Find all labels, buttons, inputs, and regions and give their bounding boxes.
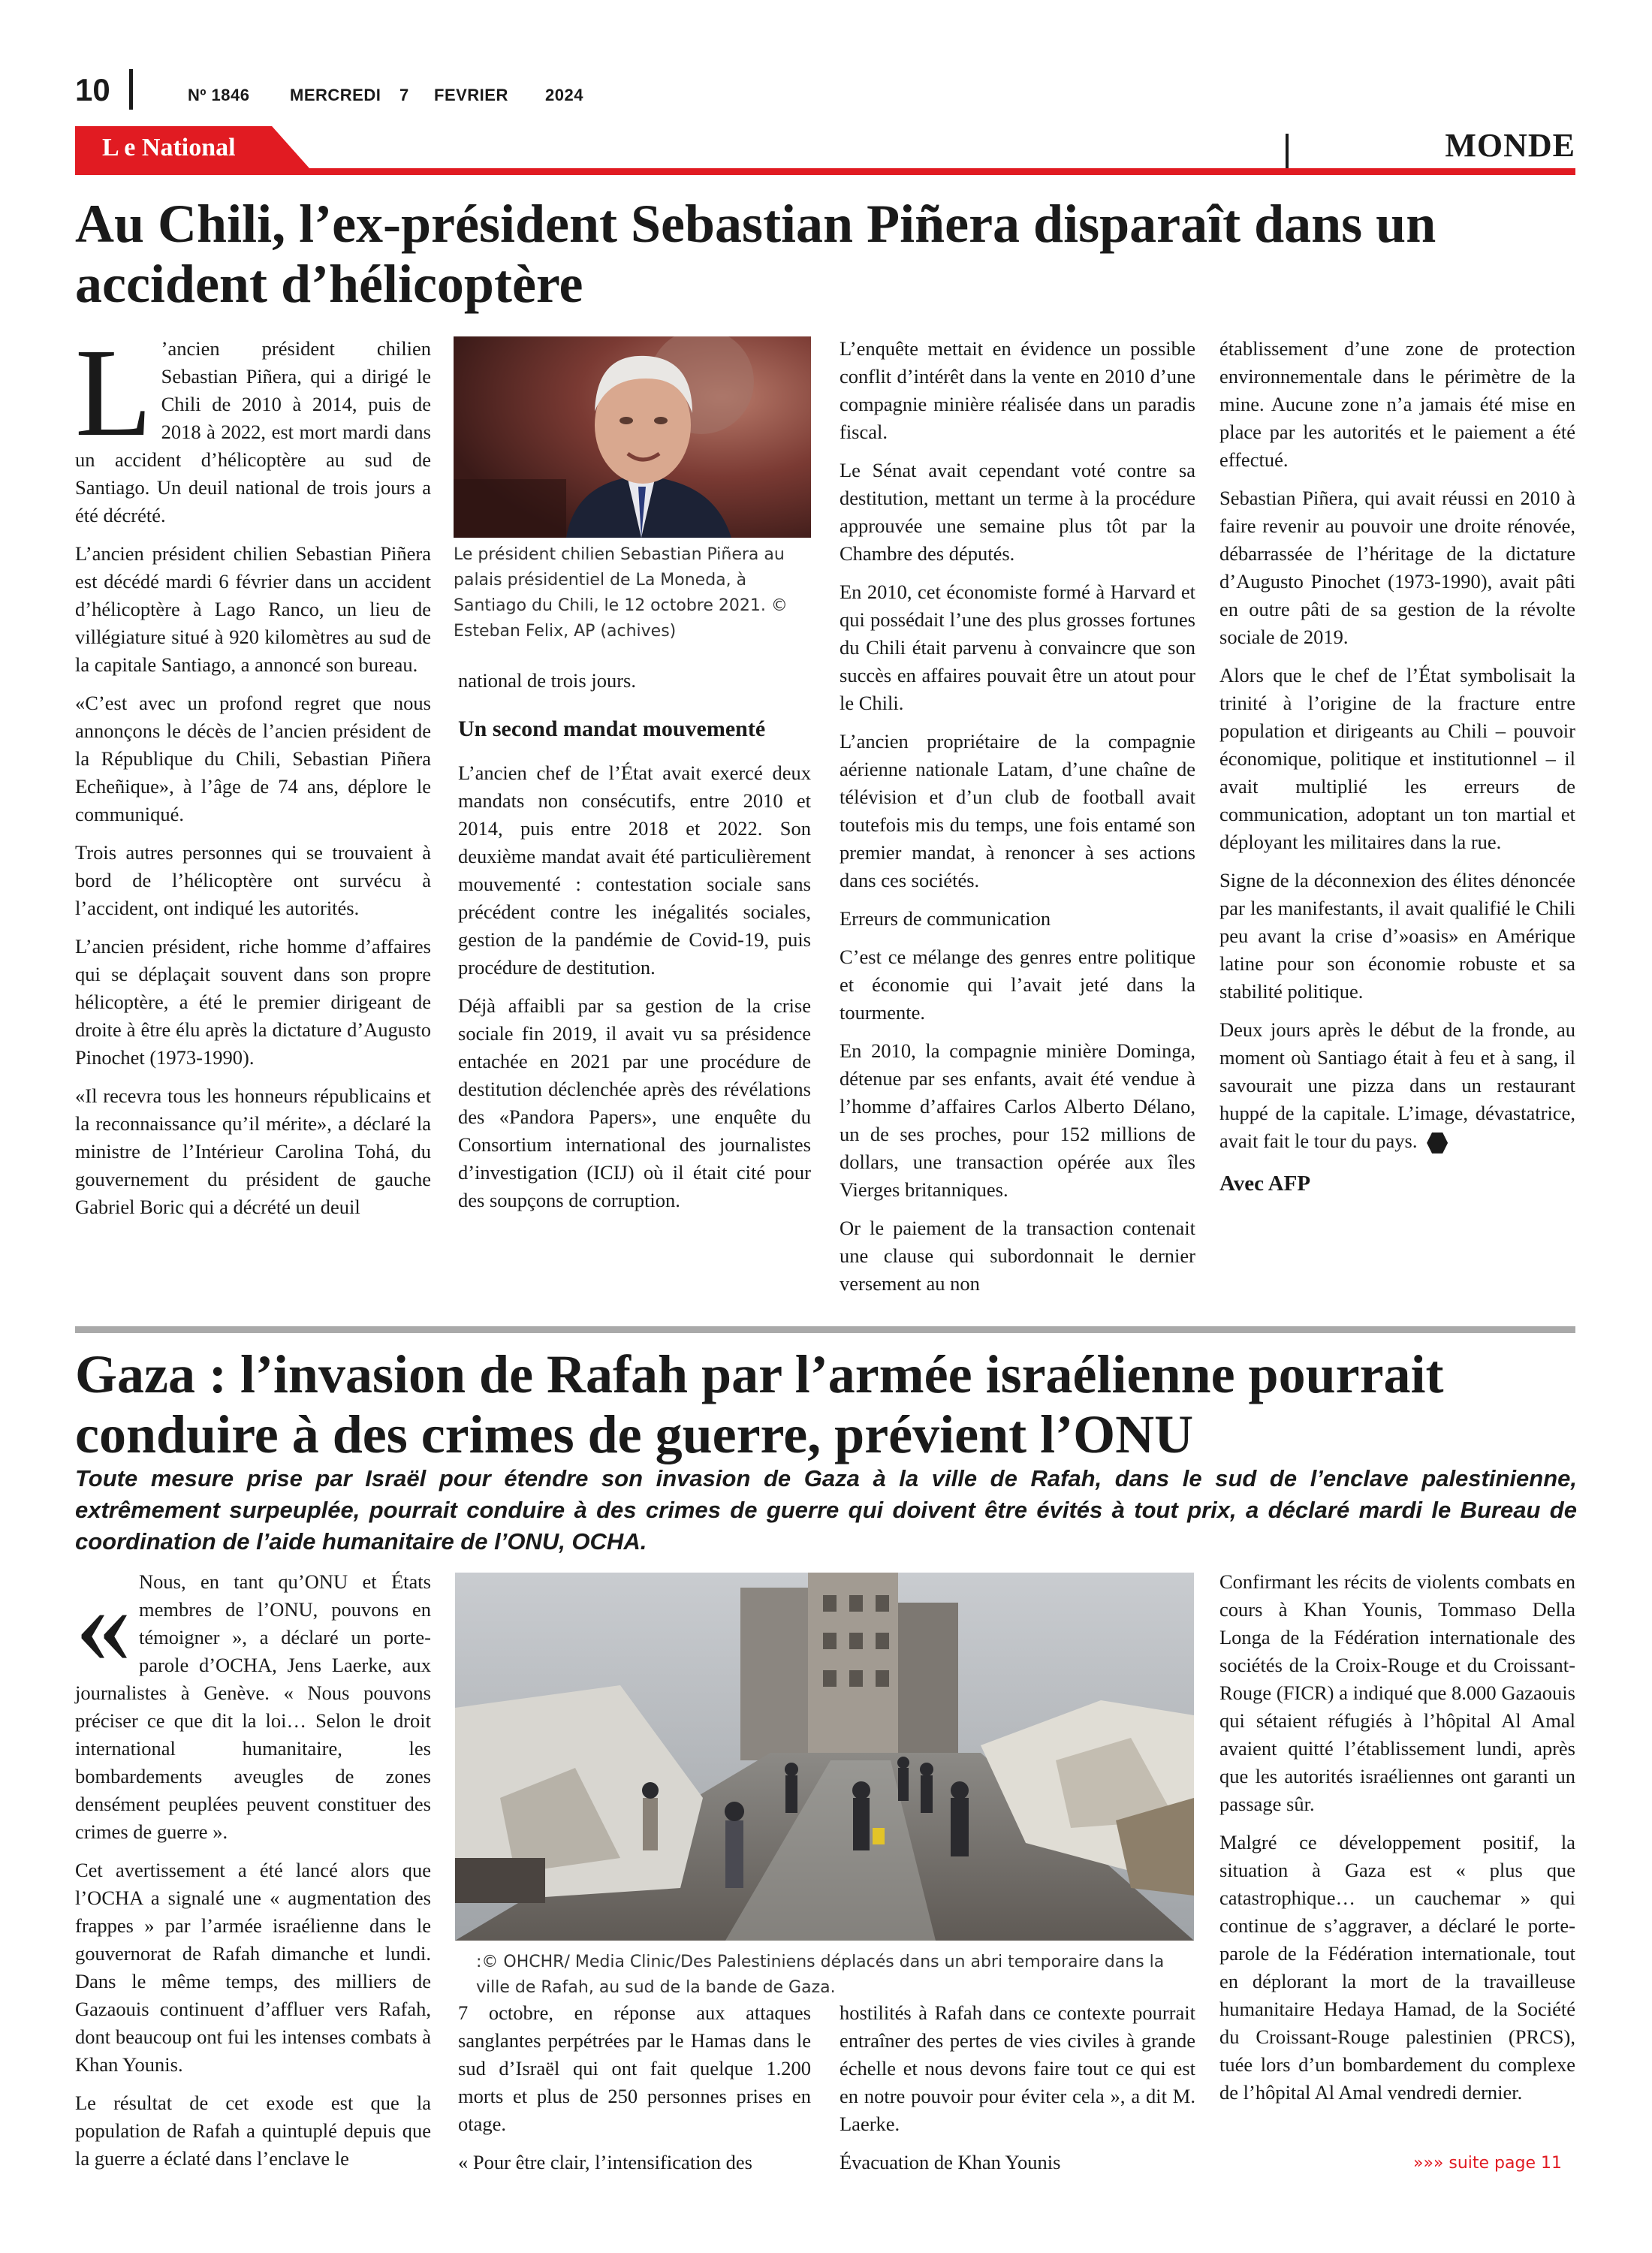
article1-paragraph: L’ancien président, riche homme d’affaires qui se déplaçait souvent dans son propre hélicoptère, a été le premier dirigeant de droite à être élu après la dictature d’Augusto Pinochet (1973-1990).	[75, 935, 431, 1069]
article1-paragraph: L’ancien président chilien Sebastian Piñera est décédé mardi 6 février dans un accident d’hélicoptère à Lago Ranco, un lieu de villégiature situé à 920 kilomètres au sud de la capitale Santiago, a annoncé son bureau.	[75, 542, 431, 676]
article2-column-1	[75, 1562, 431, 2183]
page-number-divider	[129, 69, 133, 110]
article1-headline-line1: Au Chili, l’ex-président Sebastian Piñera disparaît dans un	[75, 194, 1436, 254]
page-number: 10	[75, 72, 110, 107]
article1-paragraph: En 2010, la compagnie minière Dominga, détenue par ses enfants, avait été vendue à l’homme d’affaires Carlos Alberto Délano, un de ses proches, pour 152 millions de dollars, une transaction opérée aux îles Vierges britanniques.	[840, 1039, 1195, 1201]
article1-paragraph: Deux jours après le début de la fronde, au moment où Santiago était à feu et à sang, il savourait une pizza dans un restaurant huppé de la capitale. L’image, dévastatrice, avait fait le tour du pays.	[1219, 1018, 1575, 1152]
pinera-photo	[454, 336, 811, 538]
brand-name: L e National	[102, 134, 236, 161]
article1-paragraph: L ’ancien président chilien Sebastian Piñera, qui a dirigé le Chili de 2010 à 2014, puis de 2018 à 2022, est mort mardi dans un accident d’hélicoptère au sud de Santiago. Un deuil national de trois jours a été décrété.	[75, 323, 431, 526]
article2-paragraph: 7 octobre, en réponse aux attaques sanglantes perpétrées par le Hamas dans le sud d’Israël qui ont fait quelque 1.200 morts et plus de 250 personnes prises en otage.	[458, 2001, 811, 2135]
article2-paragraph: Confirmant les récits de violents combats en cours à Khan Younis, Tommaso Della Longa de la Fédération internationale des sociétés de la Croix-Rouge et du Croissant-Rouge (FICR) a indiqué que 8.000 Gazaouis qui sétaient réfugiés à l’hôpital Al Amal avaient quitté l’établissement lundi, après que les autorités israéliennes ont garanti un passage sûr.	[1219, 1570, 1575, 1815]
article1-paragraph: Déjà affaibli par sa gestion de la crise sociale fin 2019, il avait vu sa présidence entachée en 2021 par une procédure de destitution déclenchée après des révélations des «Pandora Papers», une enquête du Consortium international des journalistes d’investigation (ICIJ) où il était cité pour des soupçons de corruption.	[458, 994, 811, 1211]
article1-signoff: Avec AFP	[1219, 1172, 1311, 1196]
pinera-photo-caption: Le président chilien Sebastian Piñera au palais présidentiel de La Moneda, à Santiago du Chili, le 12 octobre 2021. © Esteban Felix, AP (achives)	[454, 545, 788, 641]
issue-day: 7	[399, 86, 409, 104]
opening-quote: «	[75, 1562, 131, 1687]
article2-paragraph: Cet avertissement a été lancé alors que l’OCHA a signalé une « augmentation des frappes » par l’armée israélienne dans le gouvernorat de Rafah dimanche et lundi. Dans le même temps, des milliers de Gazaouis continuent d’affluer vers Rafah, dont beaucoup ont fui les intenses combats à Khan Younis.	[75, 1859, 431, 2076]
article2-column-4	[1219, 1568, 1575, 2117]
article2-paragraph: « Nous, en tant qu’ONU et États membres de l’ONU, pouvons en témoigner », a déclaré un porte-parole d’OCHA, Jens Laerke, aux journalistes à Genève. « Nous pouvons préciser ce que dit la loi… Selon le droit international humanitaire, les bombardements aveugles de zones densément peuplées peuvent constituer des crimes de guerre ».	[75, 1562, 431, 1843]
article2-headline	[75, 1344, 1577, 1464]
article1-paragraph: Or le paiement de la transaction contenait une clause qui subordonnait le dernier versement au non	[840, 1217, 1195, 1295]
article1-paragraph: Le Sénat avait cependant voté contre sa destitution, mettant un terme à la procédure approuvée une semaine plus tôt par la Chambre des députés.	[840, 459, 1195, 565]
article1-inline-subheading: Erreurs de communication	[840, 907, 1051, 930]
header-rule	[75, 168, 1575, 175]
article2-paragraph: hostilités à Rafah dans ce contexte pourrait entraîner des pertes de vies civiles à grande échelle et nous devons faire tout ce qui est en notre pouvoir pour éviter cela », a dit M. Laerke.	[840, 2001, 1195, 2135]
pinera-portrait-image	[454, 336, 811, 538]
article-separator	[75, 1326, 1575, 1333]
article1-paragraph: Trois autres personnes qui se trouvaient à bord de l’hélicoptère ont survécu à l’accident, ont indiqué les autorités.	[75, 841, 431, 919]
article1-paragraph: «C’est avec un profond regret que nous annonçons le décès de l’ancien président de la République du Chili, Sebastian Piñera Echeñique», à l’âge de 74 ans, déplore le communiqué.	[75, 692, 431, 825]
issue-number: Nº 1846	[188, 86, 250, 104]
article2-headline-line2: conduire à des crimes de guerre, prévient l’ONU	[75, 1404, 1194, 1464]
article1-paragraph: L’ancien propriétaire de la compagnie aérienne nationale Latam, d’une chaîne de télévision et d’un club de football avait toutefois mis du temps, une fois entamé son premier mandat, à renoncer à ses actions dans ces sociétés.	[840, 730, 1195, 891]
article1-paragraph: Signe de la déconnexion des élites dénoncée par les manifestants, il avait qualifié le Chili peu avant la crise d’»oasis» en Amérique latine pour son économie robuste et sa stabilité politique.	[1219, 869, 1575, 1003]
article2-paragraph: « Pour être clair, l’intensification des	[458, 2151, 752, 2173]
article2-inline-subheading: Évacuation de Khan Younis	[840, 2151, 1061, 2173]
rafah-street-image	[455, 1573, 1194, 1941]
article1-paragraph: Alors que le chef de l’État symbolisait la trinité à l’origine de la fracture entre population et dirigeants au Chili – pouvoir économique, politique et institutionnel – il avait multiplié les erreurs de communication, adoptant un ton martial et déployant les militaires dans la rue.	[1219, 664, 1575, 853]
article2-standfirst: Toute mesure prise par Israël pour étendre son invasion de Gaza à la ville de Rafah, dans le sud de l’enclave palestinienne, extrêmement surpeuplée, pourrait conduire à des crimes de guerre qui doivent être évités à tout prix, a déclaré mardi le Bureau de coordination de l’aide humanitaire de l’ONU, OCHA.	[75, 1465, 1577, 1555]
issue-year: 2024	[545, 86, 583, 104]
article1-paragraph: L’enquête mettait en évidence un possible conflit d’intérêt dans la vente en 2010 d’une compagnie minière réalisée dans un paradis fiscal.	[840, 337, 1195, 443]
article2-column-3	[840, 1999, 1195, 2187]
rafah-photo-caption: :© OHCHR/ Media Clinic/Des Palestiniens déplacés dans un abri temporaire dans la ville de Rafah, au sud de la bande de Gaza.	[476, 1953, 1165, 1997]
article1-paragraph: établissement d’une zone de protection environnementale dans le périmètre de la mine. Aucune zone n’a jamais été mise en place par les autorités et le paiement a été effectué.	[1219, 337, 1575, 471]
section-name: MONDE	[1445, 127, 1575, 164]
article1-column-1	[75, 323, 431, 1232]
article1-column-4	[1219, 335, 1575, 1198]
article1-subheading: Un second mandat mouvementé	[458, 716, 766, 741]
article2-column-2	[458, 1999, 811, 2187]
rafah-photo	[455, 1573, 1194, 1941]
article1-column-2	[458, 667, 811, 1225]
article1-paragraph: En 2010, cet économiste formé à Harvard et qui possédait l’une des plus grosses fortunes du Chili était parvenu à convaincre que son succès en affaires pouvait être un atout pour le Chili.	[840, 581, 1195, 714]
issue-month: FEVRIER	[434, 86, 508, 104]
continued-link[interactable]: »»» suite page 11	[1413, 2154, 1562, 2173]
issue-weekday: MERCREDI	[290, 86, 381, 104]
article1-paragraph: «Il recevra tous les honneurs républicains et la reconnaissance qu’il mérite», a déclaré la ministre de l’Intérieur Carolina Tohá, du gouvernement du président de gauche Gabriel Boric qui a décrété un deuil	[75, 1084, 431, 1218]
article1-column-3	[840, 335, 1195, 1308]
article1-paragraph: L’ancien chef de l’État avait exercé deux mandats non consécutifs, entre 2010 et 2014, puis entre 2018 et 2022. Son deuxième mandat avait été particulièrement mouvementé : contestation sociale sans précédent contre les inégalités sociales, gestion de la pandémie de Covid-19, puis procédure de destitution.	[458, 762, 811, 979]
end-of-article-icon	[1427, 1133, 1448, 1154]
article1-paragraph: C’est ce mélange des genres entre politique et économie qui l’avait jeté dans la tourmente.	[840, 946, 1195, 1024]
dropcap: L	[75, 323, 152, 463]
article1-headline	[75, 194, 1577, 314]
article2-paragraph: Le résultat de cet exode est que la population de Rafah a quintuplé depuis que la guerre a éclaté dans l’enclave le	[75, 2092, 431, 2170]
article2-paragraph: Malgré ce développement positif, la situation à Gaza est « plus que catastrophique… un cauchemar » qui continue de s’aggraver, a déclaré le porte-parole de la Fédération internationale, tout en déplorant la mort de la travailleuse humanitaire Hedaya Hamad, de la Société du Croissant-Rouge palestinien (PRCS), tuée lors d’un bombardement du complexe de l’hôpital Al Amal vendredi dernier.	[1219, 1831, 1575, 2104]
article1-paragraph: national de trois jours.	[458, 669, 636, 692]
article1-paragraph: Sebastian Piñera, qui avait réussi en 2010 à faire revenir au pouvoir une droite rénovée, débarrassée de l’héritage de la dictature d’Augusto Pinochet (1973-1990), avait pâti en outre pâti de sa gestion de la révolte sociale de 2019.	[1219, 487, 1575, 648]
article2-headline-line1: Gaza : l’invasion de Rafah par l’armée israélienne pourrait	[75, 1344, 1444, 1404]
section-divider	[1286, 134, 1289, 168]
article1-headline-line2: accident d’hélicoptère	[75, 254, 583, 314]
